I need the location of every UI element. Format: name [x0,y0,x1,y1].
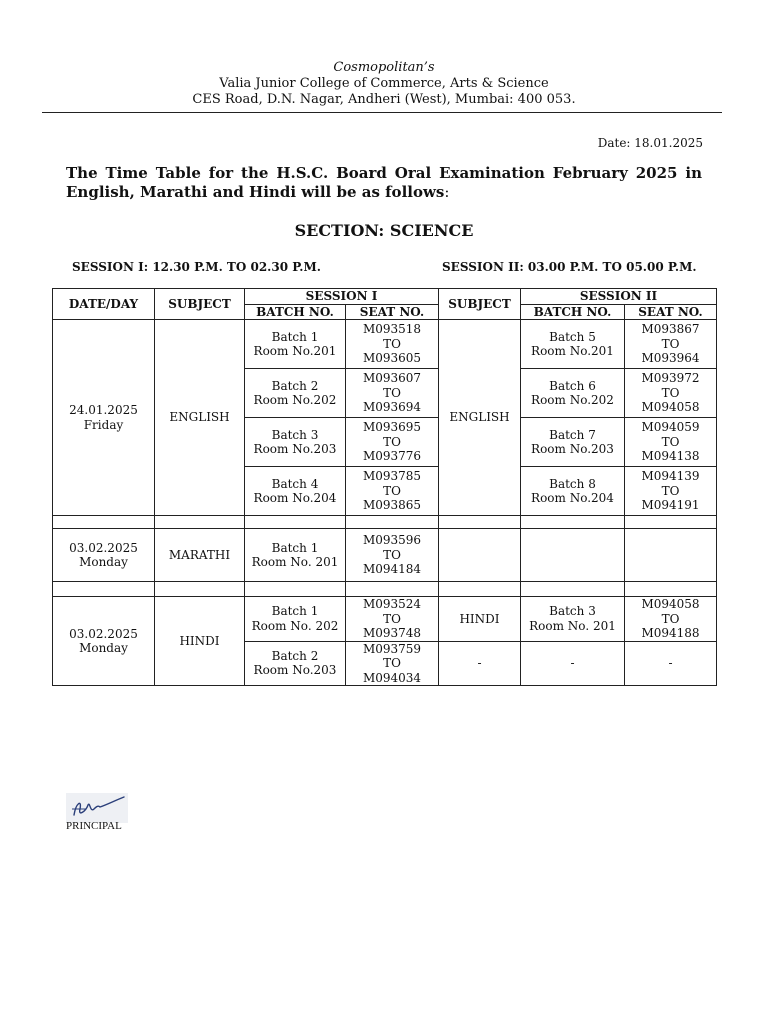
seat-cell: M093785 TO M093865 [346,467,439,516]
table-row [53,529,717,582]
seat-cell: M093695 TO M093776 [346,418,439,467]
seat-cell: M093596 TO M094184 [346,529,439,582]
header-row [53,289,717,305]
batch-cell: Batch 5 Room No.201 [521,320,625,369]
seat-cell: M094139 TO M094191 [625,467,717,516]
intro-colon: : [444,183,450,201]
seat-cell: M093607 TO M093694 [346,369,439,418]
table-row [53,320,717,369]
header-divider [42,112,722,113]
english-subject-1: ENGLISH [155,320,245,516]
header-date-day: DATE/DAY [53,289,155,320]
institution-name: Cosmopolitan’s [333,60,435,75]
dash-cell: - [625,641,717,686]
batch-cell: Batch 8 Room No.204 [521,467,625,516]
spacer-row [53,582,717,597]
seat-cell: M093524 TO M093748 [346,597,439,642]
section-title: SECTION: SCIENCE [294,221,474,240]
college-name: Valia Junior College of Commerce, Arts & Science [219,76,549,91]
batch-cell: Batch 3 Room No.203 [245,418,346,467]
marathi-date-cell [53,529,155,582]
seat-cell: M093759 TO M094034 [346,641,439,686]
dash-cell: - [439,641,521,686]
header-session-1: SESSION I [245,289,439,305]
english-date: 24.01.2025 [69,403,138,417]
hindi-subject-1: HINDI [155,597,245,686]
batch-cell: Batch 1 Room No. 201 [245,529,346,582]
english-subject-2: ENGLISH [439,320,521,516]
header-subject-2: SUBJECT [439,289,521,320]
college-address: CES Road, D.N. Nagar, Andheri (West), Mumbai: 400 053. [192,92,576,107]
empty-cell [625,529,717,582]
seat-cell: M093518 TO M093605 [346,320,439,369]
batch-cell: Batch 2 Room No.203 [245,641,346,686]
header-subject-1: SUBJECT [155,289,245,320]
seat-cell: M094059 TO M094138 [625,418,717,467]
batch-cell: Batch 7 Room No.203 [521,418,625,467]
table-row [53,597,717,642]
batch-cell: Batch 4 Room No.204 [245,467,346,516]
header-seat-no-2: SEAT NO. [625,304,717,320]
timetable [52,288,717,686]
batch-cell: Batch 2 Room No.202 [245,369,346,418]
intro-text: The Time Table for the H.S.C. Board Oral Examination February 2025 in English, Marathi and Hindi will be as follows [66,164,702,201]
letterhead [0,60,768,108]
dash-cell: - [521,641,625,686]
marathi-subject: MARATHI [155,529,245,582]
principal-signature-image [66,793,128,823]
hindi-date-cell [53,597,155,686]
batch-cell: Batch 6 Room No.202 [521,369,625,418]
empty-cell [439,529,521,582]
session-1-timing: SESSION I: 12.30 P.M. TO 02.30 P.M. [72,260,321,274]
marathi-day: Monday [79,555,128,569]
hindi-date: 03.02.2025 [69,626,138,641]
intro-paragraph [66,164,702,202]
header-batch-no-2: BATCH NO. [521,304,625,320]
header-seat-no-1: SEAT NO. [346,304,439,320]
seat-cell: M094058 TO M094188 [625,597,717,642]
session-2-timing: SESSION II: 03.00 P.M. TO 05.00 P.M. [442,260,697,274]
batch-cell: Batch 3 Room No. 201 [521,597,625,642]
hindi-subject-2: HINDI [439,597,521,642]
marathi-date: 03.02.2025 [69,540,138,555]
document-date: Date: 18.01.2025 [597,136,703,150]
seat-cell: M093867 TO M093964 [625,320,717,369]
header-session-2: SESSION II [521,289,717,305]
english-day: Friday [83,417,124,432]
empty-cell [521,529,625,582]
batch-cell: Batch 1 Room No.201 [245,320,346,369]
english-date-cell [53,320,155,516]
header-batch-no-1: BATCH NO. [245,304,346,320]
seat-cell: M093972 TO M094058 [625,369,717,418]
hindi-day: Monday [79,641,128,655]
batch-cell: Batch 1 Room No. 202 [245,597,346,642]
principal-label: PRINCIPAL [66,820,122,832]
spacer-row [53,516,717,529]
